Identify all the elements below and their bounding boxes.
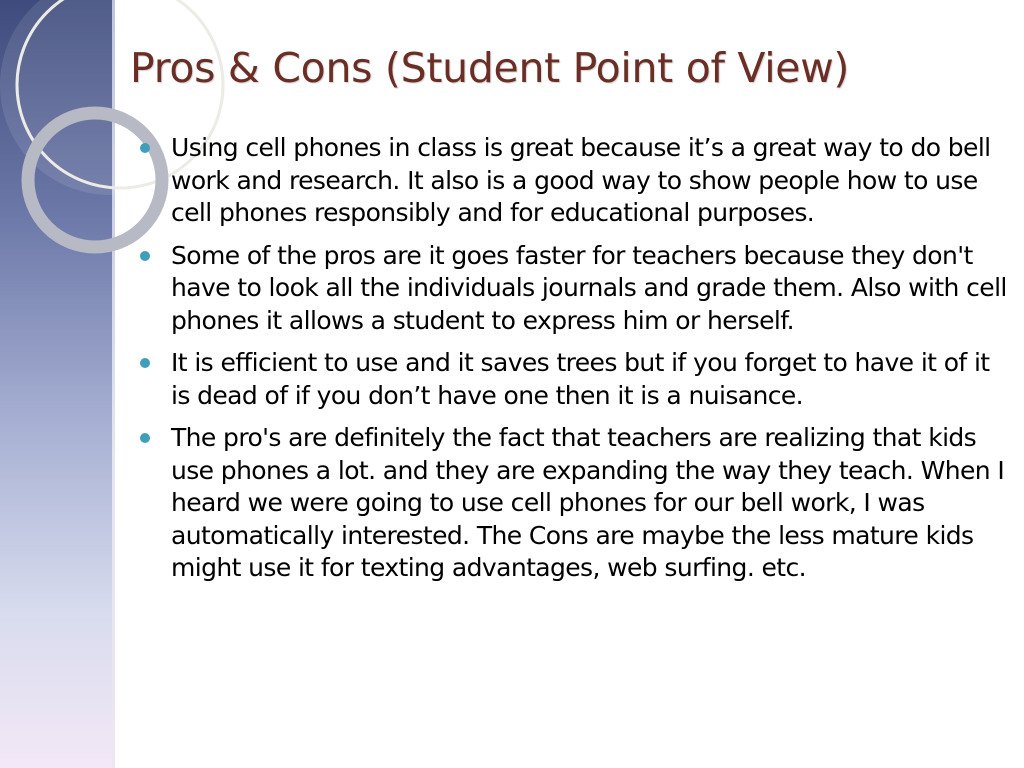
bullet-text: It is efficient to use and it saves trees but if you forget to have it of it is dead of if you don’t have one then it is a nuisance. (171, 348, 990, 410)
bullet-dot-icon (140, 433, 150, 443)
bullet-item (140, 132, 1010, 230)
bullet-dot-icon (140, 251, 150, 261)
bullet-list (140, 132, 1010, 595)
slide-title: Pros & Cons (Student Point of View) (130, 44, 850, 92)
bullet-item (140, 347, 1010, 412)
bullet-text: Using cell phones in class is great because it’s a great way to do bell work and research. It also is a good way to show people how to use cell phones responsibly and for educational purposes. (171, 133, 991, 227)
bullet-dot-icon (140, 143, 150, 153)
bullet-text: The pro's are definitely the fact that teachers are realizing that kids use phones a lot. and they are expanding the way they teach. When I heard we were going to use cell phones for our bell work, I was automatically interested. The Cons are maybe the less mature kids might use it for texting advantages, web surfing. etc. (171, 423, 1005, 582)
bullet-dot-icon (140, 358, 150, 368)
bullet-text: Some of the pros are it goes faster for teachers because they don't have to look all the individuals journals and grade them. Also with cell phones it allows a student to express him or herself. (171, 240, 1007, 335)
bullet-item (140, 240, 1010, 338)
bullet-item (140, 422, 1010, 585)
